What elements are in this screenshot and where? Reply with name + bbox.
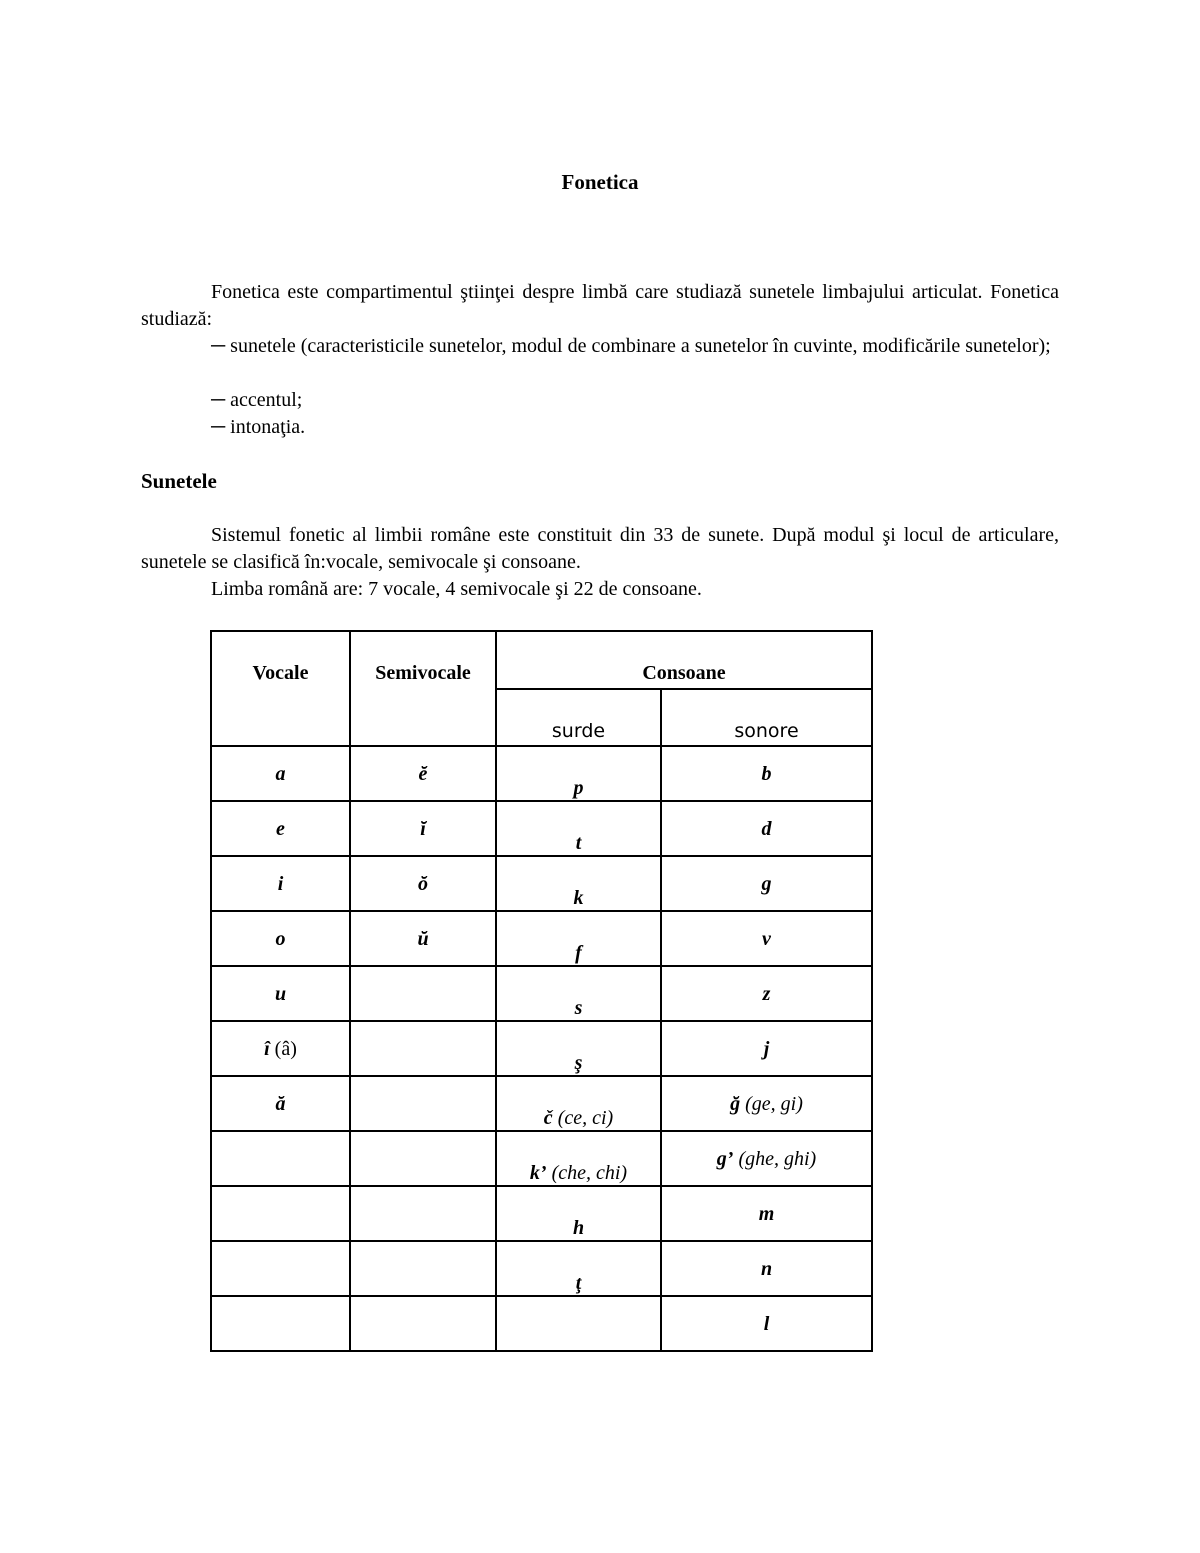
cell-vocala	[211, 1021, 350, 1076]
surda-text: s	[574, 997, 583, 1019]
list-item-text: ─ accentul;	[211, 389, 303, 411]
cell-sonora	[661, 746, 872, 801]
cell-sonora	[661, 966, 872, 1021]
table-row	[211, 1186, 872, 1241]
sonora-text: g’	[716, 1148, 734, 1170]
table-row	[211, 856, 872, 911]
cell-semivocala	[350, 1186, 496, 1241]
vocala-text: î	[264, 1038, 270, 1060]
surda-text: č	[543, 1107, 553, 1129]
vocala-text: a	[275, 763, 286, 785]
sonora-extra: (ge, gi)	[740, 1093, 803, 1115]
vocala-rich	[212, 1022, 349, 1061]
cell-vocala	[211, 746, 350, 801]
semivocala-text	[351, 1242, 495, 1258]
sonora-extra: (ghe, ghi)	[733, 1148, 817, 1170]
cell-sonora	[661, 856, 872, 911]
cell-surda	[496, 801, 661, 856]
sonora-text: j	[763, 1038, 770, 1060]
cell-semivocala	[350, 1021, 496, 1076]
surda-text	[497, 1297, 660, 1327]
vocala-text: o	[275, 928, 286, 950]
vocala-text: e	[276, 818, 285, 840]
cell-sonora	[661, 1131, 872, 1186]
cell-vocala	[211, 801, 350, 856]
cell-semivocala	[350, 746, 496, 801]
header-consoane: Consoane	[496, 631, 872, 689]
cell-sonora	[661, 1241, 872, 1296]
vocala-text: u	[274, 983, 287, 1005]
surda-extra: (che, chi)	[546, 1162, 628, 1184]
cell-semivocala	[350, 801, 496, 856]
cell-sonora	[661, 1296, 872, 1351]
sonora-rich	[662, 1077, 871, 1116]
sonora-text: g	[761, 873, 772, 895]
cell-vocala	[211, 1241, 350, 1296]
sonora-text: v	[762, 928, 771, 950]
surda-text: k	[573, 887, 584, 909]
list-item-text: ─ sunetele (caracteristicile sunetelor, modul de combinare a sunetelor în cuvinte, modificările sunetelor);	[211, 335, 1051, 357]
header-surde: surde	[496, 689, 661, 746]
surda-text: t	[575, 832, 582, 854]
semivocala-text	[351, 1022, 495, 1038]
cell-surda	[496, 966, 661, 1021]
cell-sonora	[661, 911, 872, 966]
cell-vocala	[211, 966, 350, 1021]
cell-vocala	[211, 1296, 350, 1351]
surda-text: ţ	[575, 1272, 582, 1294]
table-row	[211, 1076, 872, 1131]
surda-rich	[497, 1132, 660, 1185]
vocala-text	[212, 1242, 349, 1258]
cell-semivocala	[350, 1131, 496, 1186]
cell-semivocala	[350, 1241, 496, 1296]
table-header-row	[211, 631, 872, 689]
sonora-text: n	[760, 1258, 773, 1280]
semivocala-text	[351, 967, 495, 983]
cell-semivocala	[350, 966, 496, 1021]
vocala-text	[212, 1187, 349, 1203]
cell-sonora	[661, 801, 872, 856]
semivocala-text: ĭ	[420, 818, 426, 840]
cell-sonora	[661, 1076, 872, 1131]
table-row	[211, 1296, 872, 1351]
semivocala-text: ŏ	[418, 873, 428, 895]
cell-vocala	[211, 1076, 350, 1131]
page-title: Fonetica	[561, 170, 639, 194]
sonora-text: l	[763, 1313, 770, 1335]
vocala-text	[212, 1132, 349, 1148]
surda-text: k’	[529, 1162, 547, 1184]
vocala-text: ă	[275, 1093, 286, 1115]
vocala-text	[212, 1297, 349, 1313]
cell-vocala	[211, 911, 350, 966]
sonora-text: z	[762, 983, 771, 1005]
cell-surda	[496, 1241, 661, 1296]
semivocala-text	[351, 1187, 495, 1203]
vocala-extra: (â)	[269, 1038, 297, 1060]
cell-surda	[496, 1131, 661, 1186]
semivocala-text	[351, 1297, 495, 1313]
semivocala-text	[351, 1132, 495, 1148]
cell-sonora	[661, 1021, 872, 1076]
intro-paragraph	[141, 279, 1059, 333]
cell-surda	[496, 911, 661, 966]
cell-surda	[496, 1076, 661, 1131]
sonora-text: m	[758, 1203, 775, 1225]
list-item	[211, 414, 1059, 441]
cell-semivocala	[350, 911, 496, 966]
surda-rich	[497, 1077, 660, 1130]
semivocala-text: ŭ	[417, 928, 429, 950]
cell-semivocala	[350, 856, 496, 911]
table-row	[211, 1131, 872, 1186]
list-item-text: ─ intonaţia.	[211, 416, 306, 438]
list-item	[211, 333, 1059, 360]
cell-surda	[496, 746, 661, 801]
cell-surda	[496, 856, 661, 911]
cell-surda	[496, 1186, 661, 1241]
cell-semivocala	[350, 1076, 496, 1131]
section-paragraph-summary: Limba română are: 7 vocale, 4 semivocale şi 22 de consoane.	[211, 578, 702, 600]
table-row	[211, 911, 872, 966]
cell-surda	[496, 1021, 661, 1076]
sounds-table	[210, 630, 873, 1352]
surda-text: h	[572, 1217, 585, 1239]
header-vocale: Vocale	[211, 631, 350, 746]
cell-vocala	[211, 1131, 350, 1186]
sonora-text: b	[761, 763, 772, 785]
surda-text: f	[575, 942, 582, 964]
table-row	[211, 1021, 872, 1076]
semivocala-text: ĕ	[418, 763, 428, 785]
table-row	[211, 801, 872, 856]
header-semivocale: Semivocale	[350, 631, 496, 746]
sonora-rich	[662, 1132, 871, 1171]
table-row	[211, 746, 872, 801]
section-paragraph: Sistemul fonetic al limbii române este constituit din 33 de sunete. După modul şi locul de articulare, sunetele se clasifică în:vocale, semivocale şi consoane.	[141, 524, 1059, 573]
header-sonore: sonore	[661, 689, 872, 746]
surda-extra: (ce, ci)	[552, 1107, 614, 1129]
table-row	[211, 1241, 872, 1296]
cell-surda	[496, 1296, 661, 1351]
cell-sonora	[661, 1186, 872, 1241]
sonora-text: d	[761, 818, 772, 840]
list-item	[211, 387, 1059, 414]
cell-vocala	[211, 856, 350, 911]
sonora-text: ğ	[730, 1093, 741, 1115]
surda-text: p	[573, 777, 584, 799]
cell-semivocala	[350, 1296, 496, 1351]
table-row	[211, 966, 872, 1021]
vocala-text: i	[277, 873, 284, 895]
intro-text: Fonetica este compartimentul ştiinţei despre limbă care studiază sunetele limbajului articulat. Fonetica studiază:	[141, 281, 1059, 330]
semivocala-text	[351, 1077, 495, 1093]
surda-text: ş	[574, 1052, 583, 1074]
cell-vocala	[211, 1186, 350, 1241]
section-heading: Sunetele	[141, 469, 217, 493]
